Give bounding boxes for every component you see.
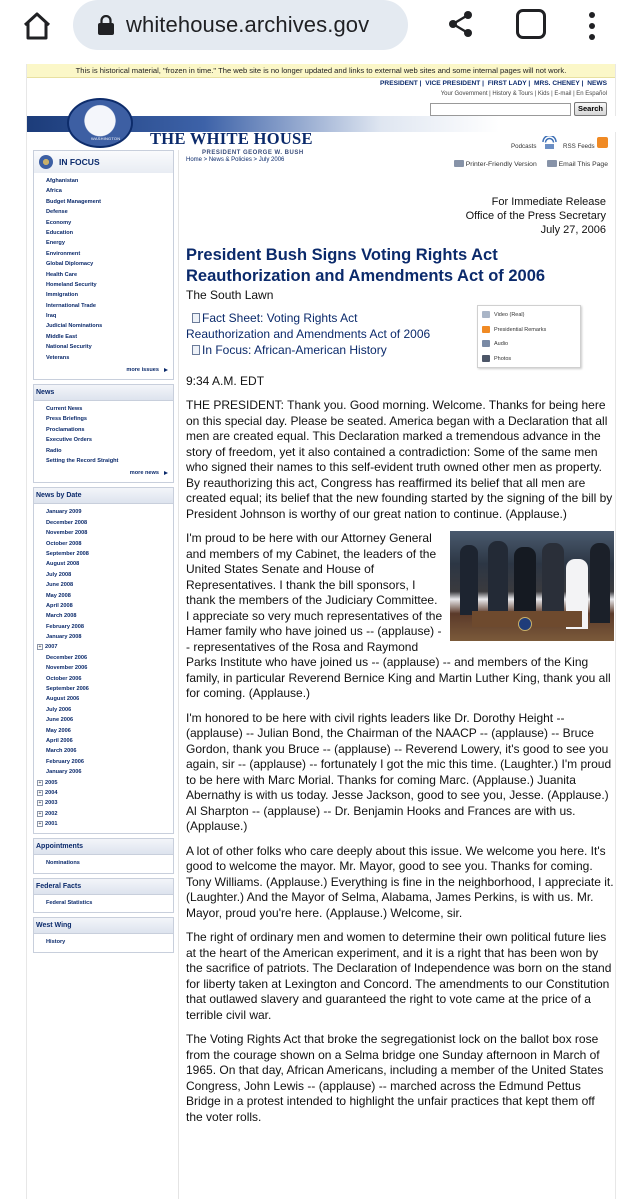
expand-icon[interactable]: + [38, 821, 42, 828]
photo-figure [460, 545, 478, 615]
sidebar-item-label[interactable]: Setting the Record Straight [46, 457, 119, 464]
sidebar-item[interactable] [46, 549, 173, 559]
expand-icon[interactable]: + [38, 644, 42, 651]
paragraph: THE PRESIDENT: Thank you. Good morning. Welcome. Thanks for being here on this special day. Please be seated. America began with a Declaration that all men are created equal. This Declaration marked a tremendous advance in the story of freedom, yet it also contained a contradiction: Some of the same men who signed their names to this self-evident truth owned other men as property. By reauthorizing this act, Congress has reaffirmed its belief that all men are created equal; its belief that the new founding started by the signing of the bill by President Johnson is worthy of our great nation to continue. (Applause.) [186, 398, 613, 521]
sidebar-item-label[interactable]: Executive Orders [46, 437, 93, 444]
expand-icon[interactable]: + [38, 789, 42, 796]
sidebar-item-federal-statistics[interactable]: Federal Statistics [46, 899, 93, 906]
fact-sheet-link-line1[interactable]: Fact Sheet: Voting Rights Act [202, 311, 358, 325]
sidebar-item[interactable] [46, 238, 173, 248]
sidebar-item[interactable] [46, 197, 173, 207]
appointments-box [33, 838, 174, 873]
printer-friendly-link[interactable]: Printer-Friendly Version [465, 161, 537, 168]
in-focus-list [34, 173, 173, 367]
site-header [27, 78, 615, 156]
sidebar-item[interactable] [46, 715, 173, 725]
more-news-link[interactable]: more news [34, 470, 173, 482]
email-page-link[interactable]: Email This Page [558, 161, 608, 168]
email-icon[interactable] [547, 160, 557, 167]
release-info [186, 195, 614, 237]
sidebar-item-label[interactable]: September 2006 [46, 686, 89, 693]
sidebar-item-label[interactable]: September 2008 [46, 550, 89, 557]
in-focus-header [34, 151, 173, 173]
address-bar[interactable] [73, 0, 408, 50]
breadcrumb[interactable]: Home > News & Policies > July 2006 [186, 157, 285, 163]
speech-time: 9:34 A.M. EDT [186, 374, 265, 388]
sidebar-item[interactable] [46, 694, 173, 704]
sidebar-item[interactable] [46, 653, 173, 663]
audio-link-label[interactable]: Audio [494, 341, 509, 347]
browser-toolbar [0, 0, 633, 64]
photo-figure [514, 547, 536, 619]
sidebar-item[interactable] [46, 518, 173, 528]
news-box [33, 384, 174, 483]
sidebar-item[interactable] [46, 601, 173, 611]
sidebar-item[interactable] [46, 507, 173, 517]
archive-notice: This is historical material, "frozen in time." The web site is no longer updated and links to external web sites and some internal pages will not work. [27, 64, 615, 78]
sidebar-item-label[interactable]: Homeland Security [46, 281, 97, 288]
podcast-icon[interactable] [541, 136, 558, 149]
sidebar-item-label[interactable]: August 2008 [46, 561, 80, 568]
sidebar-item[interactable] [46, 290, 173, 300]
audio-link[interactable] [482, 339, 580, 354]
sidebar-item-label[interactable]: December 2006 [46, 654, 88, 661]
rss-link[interactable]: RSS Feeds [563, 143, 595, 150]
sidebar-item-label[interactable]: Judicial Nominations [46, 323, 103, 330]
news-list [34, 401, 173, 470]
eagle-icon [39, 155, 53, 169]
sidebar-item[interactable] [46, 539, 173, 549]
sidebar-item[interactable] [46, 353, 173, 363]
sidebar-item-label[interactable]: Health Care [46, 271, 78, 278]
printer-icon[interactable] [454, 160, 464, 167]
sidebar-item-label[interactable]: 2005 [45, 779, 58, 786]
nav-president[interactable]: PRESIDENT [380, 80, 418, 87]
release-line: For Immediate Release [491, 196, 606, 208]
sidebar-item[interactable] [46, 580, 173, 590]
sidebar-item[interactable] [46, 321, 173, 331]
sidebar-item-label[interactable]: May 2006 [46, 727, 71, 734]
federal-facts-list [34, 895, 173, 912]
document-icon [192, 313, 200, 323]
more-vert-icon[interactable] [587, 11, 597, 41]
sidebar-item[interactable] [46, 663, 173, 673]
share-icon[interactable] [447, 10, 475, 38]
sidebar-item[interactable] [46, 570, 173, 580]
sidebar-item-label[interactable]: December 2008 [46, 519, 88, 526]
photo-seal [518, 617, 532, 631]
sidebar-item-nominations[interactable]: Nominations [46, 860, 80, 867]
sidebar-item[interactable] [38, 642, 173, 652]
sidebar-item[interactable] [46, 311, 173, 321]
nav-vice-president[interactable]: VICE PRESIDENT [425, 80, 481, 87]
signing-ceremony-photo[interactable] [450, 531, 614, 641]
home-icon[interactable] [22, 11, 52, 41]
expand-icon[interactable]: + [38, 779, 42, 786]
url-text: whitehouse.archives.gov [126, 12, 370, 37]
paragraph: The right of ordinary men and women to determine their own political future lies at the heart of the American experiment, and it is a right that has been won by the sacrifice of patriots. The Declaration of Independence was born on the stand for liberty taken at Lexington and Concord. The amendments to our Constitution that outlawed slavery and guaranteed the right to vote came at the price of a terrible civil war. [186, 930, 612, 1022]
sidebar-item-label[interactable]: Environment [46, 250, 81, 257]
sidebar-item-label[interactable]: Middle East [46, 333, 78, 340]
video-link[interactable] [482, 310, 580, 325]
sidebar-item-label[interactable]: Africa [46, 188, 62, 195]
press-office-line: Office of the Press Secretary [465, 210, 606, 222]
sidebar-item[interactable] [46, 207, 173, 217]
paragraph: The Voting Rights Act that broke the segregationist lock on the ballot box rose from the courage shown on a Selma bridge one Sunday afternoon in March of 1965. On that day, African Americans, including a member of the United States Congress, John Lewis -- (applause) -- marched across the Edmund Pettus Bridge in a protest intended to highlight the unfair practices that kept them off the voter rolls. [186, 1032, 604, 1124]
video-icon [482, 311, 490, 318]
sidebar-item-label[interactable]: June 2008 [46, 582, 74, 589]
sidebar-item-label[interactable]: Current News [46, 406, 83, 413]
sidebar-item-label[interactable]: 2002 [45, 810, 58, 817]
sidebar-item[interactable] [46, 404, 173, 414]
news-header: News [34, 385, 173, 401]
rss-icon[interactable] [597, 137, 608, 148]
top-navigation: PRESIDENT | VICE PRESIDENT | FIRST LADY | MRS. CHENEY | NEWS [380, 80, 607, 87]
sidebar-item[interactable] [46, 425, 173, 435]
sidebar-item-label[interactable]: July 2006 [46, 706, 72, 713]
sidebar-item-label[interactable]: 2003 [45, 800, 58, 807]
page-tools [446, 160, 608, 168]
sidebar-item-label[interactable]: November 2006 [46, 665, 88, 672]
sidebar-item[interactable] [46, 559, 173, 569]
video-link-label[interactable]: Video (Real) [494, 312, 525, 318]
sidebar-item-label[interactable]: Global Diplomacy [46, 261, 94, 268]
nav-mrs-cheney[interactable]: MRS. CHENEY [534, 80, 580, 87]
photos-link[interactable] [482, 354, 580, 369]
sidebar-item-label[interactable]: Radio [46, 447, 62, 454]
sidebar-item-label[interactable]: January 2008 [46, 634, 82, 641]
paragraph: A lot of other folks who care deeply about this issue. We welcome you here. It's good to welcome the mayor. Mr. Mayor, good to see you. Thanks for coming. Tony Williams. (Applause.) Everything is fine in the neighborhood, I appreciate it. (Laughter.) And the Mayor of Selma, Alabama, James Perkins, is with us. Mr. Mayor, proud you're here. (Applause.) Welcome, sir. [186, 843, 614, 920]
sidebar-item-label[interactable]: 2007 [45, 644, 58, 651]
sidebar-item[interactable] [46, 684, 173, 694]
sidebar-item[interactable] [38, 778, 173, 788]
sidebar-item-label[interactable]: March 2006 [46, 748, 77, 755]
sidebar-item-label[interactable]: Defense [46, 209, 68, 216]
sidebar-item[interactable] [46, 270, 173, 280]
release-date: July 27, 2006 [540, 224, 606, 236]
sidebar-item-label[interactable]: February 2006 [46, 758, 84, 765]
west-wing-list [34, 934, 173, 951]
sidebar-item-label[interactable]: Iraq [46, 313, 57, 320]
federal-facts-header: Federal Facts [34, 879, 173, 895]
sidebar-item[interactable] [46, 736, 173, 746]
sidebar-item[interactable] [38, 819, 173, 829]
speaker-icon [482, 340, 490, 347]
sidebar-item-label[interactable]: Press Briefings [46, 416, 88, 423]
sidebar-item[interactable] [46, 611, 173, 621]
photo-figure [542, 543, 564, 619]
podcasts-link[interactable]: Podcasts [511, 143, 537, 150]
article-title: President Bush Signs Voting Rights Act Reauthorization and Amendments Act of 2006 [186, 246, 546, 285]
photo-figure [590, 543, 610, 623]
sidebar-item[interactable] [46, 186, 173, 196]
sidebar-item-label[interactable]: Economy [46, 219, 72, 226]
expand-icon[interactable]: + [38, 800, 42, 807]
sidebar-item[interactable] [46, 622, 173, 632]
sidebar-item-label[interactable]: November 2008 [46, 530, 88, 537]
sidebar-item[interactable] [38, 798, 173, 808]
sidebar-item[interactable] [46, 435, 173, 445]
sidebar-item-label[interactable]: April 2006 [46, 737, 73, 744]
sidebar-item[interactable] [46, 726, 173, 736]
document-icon [192, 345, 200, 355]
in-focus-title: IN FOCUS [59, 157, 100, 167]
rss-small-icon [482, 326, 490, 333]
sidebar-item-label[interactable]: Immigration [46, 292, 79, 299]
sidebar-item-label[interactable]: Budget Management [46, 198, 102, 205]
in-focus-link-text[interactable]: In Focus: African-American History [202, 343, 387, 357]
article [178, 150, 614, 1199]
sidebar-item[interactable] [46, 591, 173, 601]
site-subtitle: PRESIDENT GEORGE W. BUSH [202, 150, 304, 156]
sidebar-item[interactable] [46, 176, 173, 186]
sidebar-item-label[interactable]: 2004 [45, 789, 58, 796]
sidebar-item-label[interactable]: January 2006 [46, 769, 82, 776]
federal-facts-box [33, 878, 174, 913]
sidebar-item[interactable] [46, 259, 173, 269]
sidebar-item[interactable] [46, 674, 173, 684]
sidebar-item[interactable] [46, 446, 173, 456]
sidebar-item-label[interactable]: April 2008 [46, 602, 73, 609]
sidebar [33, 150, 174, 957]
news-by-date-list [34, 504, 173, 833]
sidebar-item-label[interactable]: June 2006 [46, 717, 74, 724]
sidebar-item[interactable] [46, 757, 173, 767]
sidebar-item-label[interactable]: National Security [46, 344, 92, 351]
more-issues-link[interactable]: more issues [34, 367, 173, 379]
sidebar-item[interactable] [46, 746, 173, 756]
appointments-list [34, 855, 173, 872]
photos-link-label[interactable]: Photos [494, 355, 512, 362]
in-focus-box [33, 150, 174, 380]
sidebar-item-label[interactable]: Education [46, 229, 74, 236]
sidebar-item-label[interactable]: Veterans [46, 354, 70, 361]
nav-news[interactable]: NEWS [587, 80, 607, 87]
sidebar-item-label[interactable]: Proclamations [46, 426, 85, 433]
sidebar-item-label[interactable]: January 2009 [46, 509, 82, 516]
sidebar-item[interactable] [46, 767, 173, 777]
sidebar-item-label[interactable]: Energy [46, 240, 65, 247]
sidebar-item[interactable] [46, 218, 173, 228]
sidebar-item[interactable] [38, 809, 173, 819]
sidebar-item[interactable] [46, 249, 173, 259]
appointments-header: Appointments [34, 839, 173, 855]
media-box [477, 305, 581, 368]
sidebar-item-label[interactable]: 2001 [45, 821, 58, 828]
sidebar-item-label[interactable]: International Trade [46, 302, 97, 309]
nav-first-lady[interactable]: FIRST LADY [487, 80, 527, 87]
sidebar-item[interactable] [46, 456, 173, 466]
sidebar-item-history[interactable]: History [46, 939, 66, 946]
news-by-date-header: News by Date [34, 488, 173, 504]
sidebar-item[interactable] [46, 228, 173, 238]
sidebar-item-label[interactable]: July 2008 [46, 571, 72, 578]
sidebar-item[interactable] [46, 632, 173, 642]
sidebar-item[interactable] [46, 342, 173, 352]
lock-icon [97, 15, 115, 35]
sidebar-item[interactable] [46, 332, 173, 342]
sidebar-item-label[interactable]: February 2008 [46, 623, 84, 630]
remarks-link-label[interactable]: Presidential Remarks [494, 326, 547, 333]
sidebar-item-label[interactable]: March 2008 [46, 613, 77, 620]
camera-icon [482, 355, 490, 362]
sidebar-item[interactable] [46, 705, 173, 715]
fact-sheet-link-line2[interactable]: Reauthorization and Amendments Act of 2006 [186, 327, 431, 341]
paragraph-with-photo [186, 531, 614, 702]
sidebar-item[interactable] [46, 414, 173, 424]
remarks-link[interactable] [482, 325, 580, 340]
sidebar-item-label[interactable]: Afghanistan [46, 178, 79, 184]
secondary-navigation[interactable]: Your Government | History & Tours | Kids | E-mail | En Español [440, 91, 607, 97]
sidebar-item-label[interactable]: August 2006 [46, 696, 80, 703]
paragraph-text: I'm proud to be here with our Attorney General and members of my Cabinet, the leaders of the United States Senate and House of Representatives. I thank the bill sponsors, I thank the members of the Judiciary Committee. I appreciate so very much representatives of the Hamer family who have joined us -- (applause) -- representatives of the Rosa and Raymond Parks Institute who have joined us -- (applause) -- and members of the King family, in particular Reverend Bernice King and Martin Luther King, thank you all for coming. (Applause.) [186, 531, 611, 700]
search-button[interactable]: Search [574, 102, 607, 116]
sidebar-item[interactable] [46, 280, 173, 290]
west-wing-box [33, 917, 174, 952]
site-title[interactable]: THE WHITE HOUSE [150, 129, 313, 148]
search-input[interactable] [430, 103, 571, 116]
sidebar-item-label[interactable]: October 2008 [46, 540, 82, 547]
news-by-date-box [33, 487, 174, 834]
photo-figure [488, 541, 508, 616]
sidebar-item-label[interactable]: October 2006 [46, 675, 82, 682]
article-location: The South Lawn [186, 288, 274, 302]
paragraph: I'm honored to be here with civil rights leaders like Dr. Dorothy Height -- (applause) -- Julian Bond, the Chairman of the NAACP -- (applause) -- Bruce Gordon, thank you Bruce -- (applause) -- Reverend Lowery, it's good to see you again, sir -- (applause) -- fortunately I got the mic this time. (Laughter.) I'm proud to be here with Marc Morial. Thanks for coming Marc. (Applause.) Juanita Abernathy is with us today. Jesse Jackson, good to see you, Jesse. (Applause.) Al Sharpton -- (applause) -- Dr. Benjamin Hooks and Frances are with us. (Applause.) [186, 710, 612, 833]
sidebar-item[interactable] [38, 788, 173, 798]
web-page [26, 64, 616, 1199]
tabs-icon[interactable] [516, 9, 546, 39]
sidebar-item[interactable] [46, 301, 173, 311]
sidebar-item-label[interactable]: May 2008 [46, 592, 71, 599]
expand-icon[interactable]: + [38, 810, 42, 817]
seal-caption: WASHINGTON [91, 136, 121, 141]
west-wing-header: West Wing [34, 918, 173, 934]
sidebar-item[interactable] [46, 528, 173, 538]
